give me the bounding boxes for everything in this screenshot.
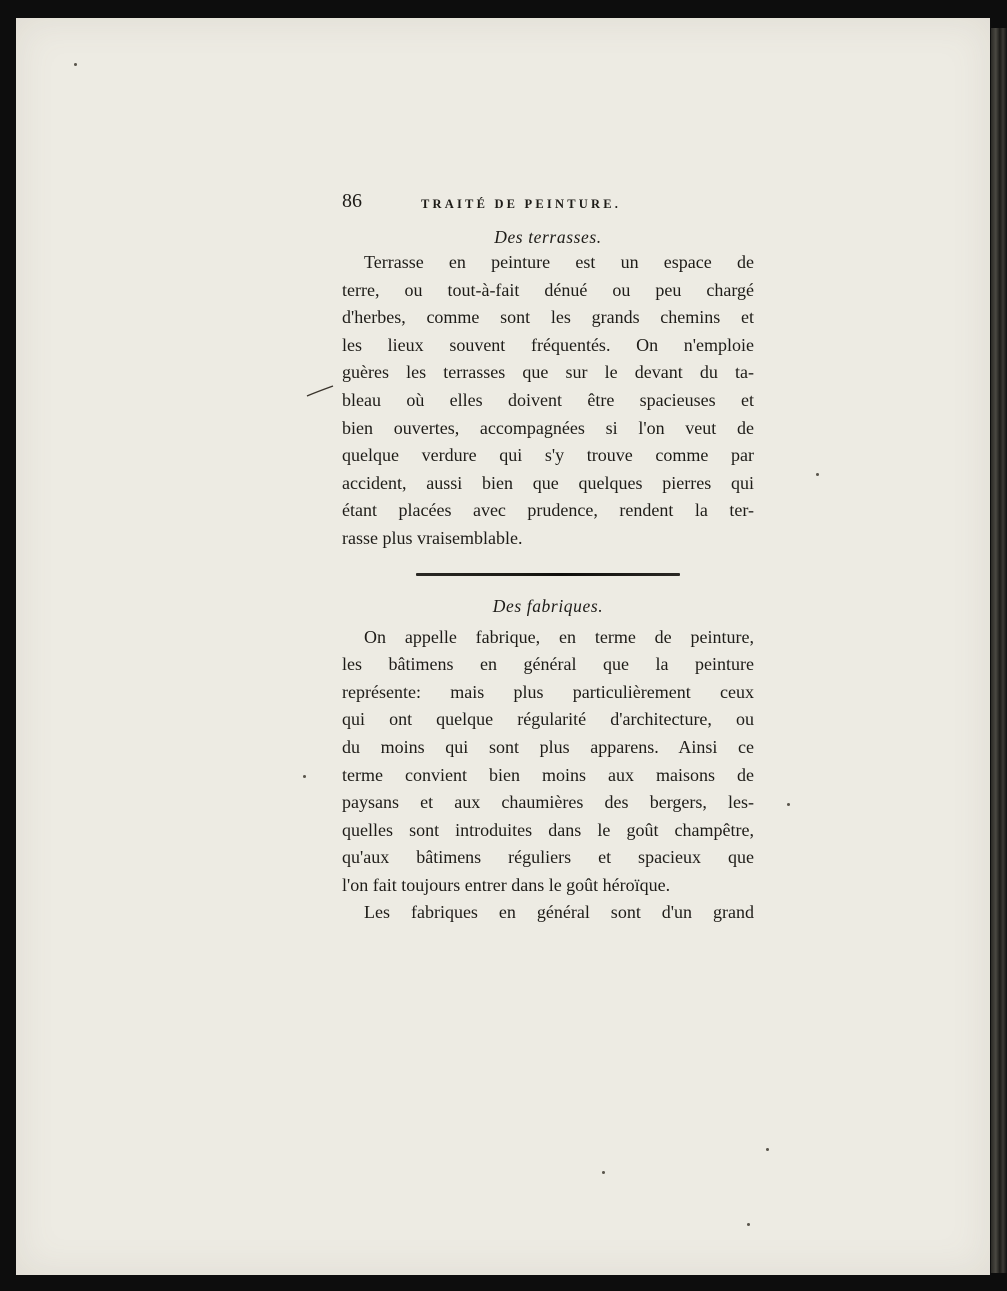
text-line: étant placées avec prudence, rendent la ter- (342, 500, 754, 521)
text-line: du moins qui sont plus apparens. Ainsi ce (342, 736, 754, 757)
page-text (342, 185, 754, 927)
text-line: rasse plus vraisemblable. (342, 527, 523, 548)
pencil-margin-mark (306, 384, 334, 398)
text-line: représente: mais plus particulièrement ceux (342, 681, 754, 702)
text-line: accident, aussi bien que quelques pierres qui (342, 472, 754, 493)
text-line: guères les terrasses que sur le devant du ta- (342, 362, 754, 383)
text-line: les bâtimens en général que la peinture (342, 654, 754, 675)
text-line: Terrasse en peinture est un espace de (364, 252, 754, 272)
section-terrasses (342, 225, 754, 553)
paper-speck (766, 1148, 769, 1151)
text-line: qui ont quelque régularité d'architecture, ou (342, 709, 754, 730)
section-divider (416, 573, 680, 576)
section-title: Des terrasses. (494, 227, 602, 247)
text-line: paysans et aux chaumières des bergers, les- (342, 792, 754, 813)
text-line: quelque verdure qui s'y trouve comme par (342, 445, 754, 466)
text-line: On appelle fabrique, en terme de peinture, (364, 626, 754, 647)
text-line: l'on fait toujours entrer dans le goût héroïque. (342, 874, 671, 895)
text-line: qu'aux bâtimens réguliers et spacieux que (342, 847, 754, 868)
page-fore-edge (991, 28, 1007, 1273)
text-line: les lieux souvent fréquentés. On n'emploie (342, 334, 754, 355)
page-header (342, 185, 754, 225)
paper-speck (787, 803, 790, 806)
page-number: 86 (342, 190, 362, 212)
paper-speck (74, 63, 77, 66)
text-line: terme convient bien moins aux maisons de (342, 764, 754, 785)
text-line: d'herbes, comme sont les grands chemins et (342, 307, 754, 328)
text-line: bleau où elles doivent être spacieuses et (342, 389, 754, 410)
text-line: bien ouvertes, accompagnées si l'on veut de (342, 417, 754, 438)
paper-speck (303, 775, 306, 778)
section-fabriques (342, 594, 754, 928)
text-line: terre, ou tout-à-fait dénué ou peu chargé (342, 279, 754, 300)
paper-speck (747, 1223, 750, 1226)
text-line: quelles sont introduites dans le goût champêtre, (342, 819, 754, 840)
paper-speck (602, 1171, 605, 1174)
running-head: TRAITÉ DE PEINTURE. (421, 197, 622, 211)
paper-speck (816, 473, 819, 476)
text-line: Les fabriques en général sont d'un grand (364, 902, 754, 923)
section-title: Des fabriques. (492, 595, 604, 616)
